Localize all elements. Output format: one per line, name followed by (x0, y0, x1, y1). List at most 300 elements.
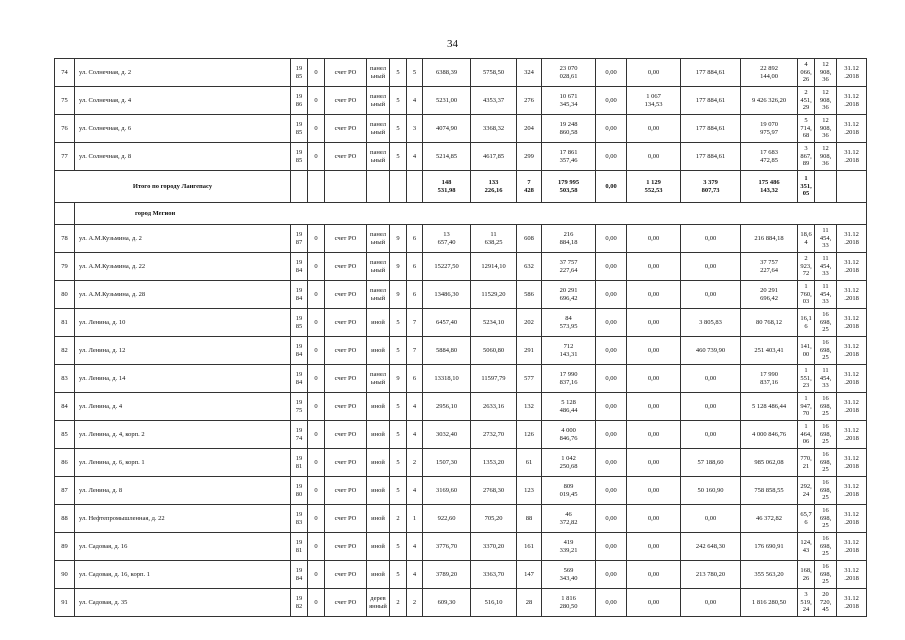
cell-n: 77 (55, 143, 75, 171)
cell-cost-total: 4 000 846,76 (542, 421, 596, 449)
cell-c15: 251 403,41 (741, 337, 798, 365)
cell-area-living: 3370,20 (471, 533, 517, 561)
cell-area-living: 4353,37 (471, 87, 517, 115)
housing-register-table (54, 58, 867, 617)
cell-cost-total: 809 019,45 (542, 477, 596, 505)
table-row (55, 421, 867, 449)
cell-address: ул. А.М.Кузьмина, д. 22 (75, 253, 291, 281)
cell-area-total: 922,60 (423, 505, 471, 533)
cell-year: 19 84 (291, 337, 308, 365)
cell-year: 19 85 (291, 143, 308, 171)
cell-cost-total: 84 573,95 (542, 309, 596, 337)
cell-date: 31.12 .2018 (837, 393, 867, 421)
cell-area-living: 11597,79 (471, 365, 517, 393)
cell-c12: 0,00 (596, 225, 627, 253)
cell-area-total: 3776,70 (423, 533, 471, 561)
cell-area-living: 3363,70 (471, 561, 517, 589)
cell-floors: 5 (390, 561, 407, 589)
cell-area-living: 5234,10 (471, 309, 517, 337)
section-row (55, 203, 867, 225)
cell-area-total: 13318,10 (423, 365, 471, 393)
total-row (55, 171, 867, 203)
cell-date: 31.12 .2018 (837, 253, 867, 281)
cell-material: панел ьный (367, 59, 390, 87)
cell-c12: 0,00 (596, 533, 627, 561)
cell-c15: 20 291 696,42 (741, 281, 798, 309)
cell-c17: 12 908, 36 (815, 115, 837, 143)
table-row (55, 393, 867, 421)
cell-address: ул. Нефтепромышленная, д. 22 (75, 505, 291, 533)
cell-area-living: 12914,10 (471, 253, 517, 281)
cell-c15: 176 690,91 (741, 533, 798, 561)
cell-c17: 11 454, 33 (815, 253, 837, 281)
cell-n: 83 (55, 365, 75, 393)
table-row (55, 225, 867, 253)
cell-c12: 0,00 (596, 505, 627, 533)
total-area: 148 531,98 (423, 171, 471, 203)
cell-area-living: 3368,32 (471, 115, 517, 143)
cell-n: 86 (55, 449, 75, 477)
cell-c17: 16 698, 25 (815, 309, 837, 337)
cell-c16: 292, 24 (798, 477, 815, 505)
cell-area-total: 1507,30 (423, 449, 471, 477)
cell-area-total: 4074,90 (423, 115, 471, 143)
cell-fund: счет РО (325, 533, 367, 561)
cell-c17: 16 698, 25 (815, 421, 837, 449)
cell-address: ул. Ленина, д. 10 (75, 309, 291, 337)
cell-address: ул. Солнечная, д. 8 (75, 143, 291, 171)
cell-c16: 124, 43 (798, 533, 815, 561)
cell-year: 19 84 (291, 253, 308, 281)
cell-area-living: 2768,30 (471, 477, 517, 505)
cell-n: 74 (55, 59, 75, 87)
cell-c16: 18,6 4 (798, 225, 815, 253)
cell-address: ул. Садовая, д. 16, корп. 1 (75, 561, 291, 589)
cell-cost-total: 1 042 250,68 (542, 449, 596, 477)
table-row (55, 365, 867, 393)
cell-c12: 0,00 (596, 337, 627, 365)
total-c12: 0,00 (596, 171, 627, 203)
cell-date: 31.12 .2018 (837, 533, 867, 561)
cell-entrances: 4 (407, 143, 423, 171)
cell-cost-total: 5 128 486,44 (542, 393, 596, 421)
cell-residents: 161 (517, 533, 542, 561)
cell-c14: 50 160,90 (681, 477, 741, 505)
cell-c15: 216 884,18 (741, 225, 798, 253)
cell-c14: 0,00 (681, 421, 741, 449)
cell-c15: 5 128 486,44 (741, 393, 798, 421)
cell-fund: счет РО (325, 477, 367, 505)
cell-c17: 16 698, 25 (815, 337, 837, 365)
cell-entrances: 7 (407, 309, 423, 337)
cell-c13: 0,00 (627, 393, 681, 421)
cell-c4: 0 (308, 533, 325, 561)
cell-c16: 1 551, 23 (798, 365, 815, 393)
cell-area-living: 11529,20 (471, 281, 517, 309)
cell-c17: 20 720, 45 (815, 589, 837, 617)
cell-c14: 0,00 (681, 589, 741, 617)
cell-area-living: 11 638,25 (471, 225, 517, 253)
cell-c14: 242 648,30 (681, 533, 741, 561)
cell-c15: 1 816 280,50 (741, 589, 798, 617)
cell-c12: 0,00 (596, 449, 627, 477)
cell-c16: 1 760, 03 (798, 281, 815, 309)
cell-c14: 57 188,60 (681, 449, 741, 477)
cell-c13: 0,00 (627, 115, 681, 143)
cell-address: ул. А.М.Кузьмина, д. 2 (75, 225, 291, 253)
cell-c15: 758 858,55 (741, 477, 798, 505)
cell-c4: 0 (308, 337, 325, 365)
cell-c16: 770, 21 (798, 449, 815, 477)
cell-c13: 0,00 (627, 281, 681, 309)
cell-floors: 5 (390, 449, 407, 477)
cell-entrances: 6 (407, 253, 423, 281)
cell-date: 31.12 .2018 (837, 421, 867, 449)
cell-c13: 0,00 (627, 421, 681, 449)
cell-c13: 0,00 (627, 309, 681, 337)
cell-c17: 16 698, 25 (815, 477, 837, 505)
cell-c12: 0,00 (596, 115, 627, 143)
cell-c16: 1 464, 06 (798, 421, 815, 449)
cell-cost-total: 569 343,40 (542, 561, 596, 589)
cell-fund: счет РО (325, 561, 367, 589)
cell-n: 87 (55, 477, 75, 505)
cell-c4: 0 (308, 365, 325, 393)
cell-year: 19 82 (291, 589, 308, 617)
cell-c17: 16 698, 25 (815, 505, 837, 533)
cell-c16: 3 519, 24 (798, 589, 815, 617)
cell-floors: 5 (390, 143, 407, 171)
table-row (55, 115, 867, 143)
cell-year: 19 75 (291, 393, 308, 421)
cell-entrances: 4 (407, 477, 423, 505)
cell-date: 31.12 .2018 (837, 561, 867, 589)
cell-area-total: 2956,10 (423, 393, 471, 421)
cell-material: панел ьный (367, 365, 390, 393)
cell-entrances: 4 (407, 533, 423, 561)
cell-entrances: 2 (407, 589, 423, 617)
cell-c12: 0,00 (596, 309, 627, 337)
cell-fund: счет РО (325, 143, 367, 171)
cell-residents: 608 (517, 225, 542, 253)
cell-area-total: 6388,39 (423, 59, 471, 87)
cell-address: ул. Ленина, д. 14 (75, 365, 291, 393)
cell-area-total: 609,30 (423, 589, 471, 617)
cell-n: 80 (55, 281, 75, 309)
cell-n: 81 (55, 309, 75, 337)
cell-c12: 0,00 (596, 561, 627, 589)
cell-year: 19 86 (291, 87, 308, 115)
cell-entrances: 6 (407, 365, 423, 393)
cell-date: 31.12 .2018 (837, 505, 867, 533)
cell-area-total: 3789,20 (423, 561, 471, 589)
cell-n: 79 (55, 253, 75, 281)
cell-n: 91 (55, 589, 75, 617)
cell-cost-total: 20 291 696,42 (542, 281, 596, 309)
cell-c14: 177 884,61 (681, 87, 741, 115)
cell-c17: 12 908, 36 (815, 143, 837, 171)
table-row (55, 253, 867, 281)
cell-area-living: 516,10 (471, 589, 517, 617)
cell-cost-total: 46 372,82 (542, 505, 596, 533)
cell-year: 19 81 (291, 449, 308, 477)
table-row (55, 59, 867, 87)
cell-floors: 2 (390, 589, 407, 617)
cell-fund: счет РО (325, 449, 367, 477)
total-c14: 3 379 807,73 (681, 171, 741, 203)
cell-c13: 0,00 (627, 505, 681, 533)
cell-c15: 80 768,12 (741, 309, 798, 337)
cell-c17: 11 454, 33 (815, 281, 837, 309)
cell-c12: 0,00 (596, 87, 627, 115)
cell-residents: 324 (517, 59, 542, 87)
cell-c14: 3 805,83 (681, 309, 741, 337)
cell-address: ул. Ленина, д. 4 (75, 393, 291, 421)
cell-fund: счет РО (325, 337, 367, 365)
cell-area-total: 5214,85 (423, 143, 471, 171)
cell-floors: 5 (390, 533, 407, 561)
cell-n: 75 (55, 87, 75, 115)
cell-fund: счет РО (325, 421, 367, 449)
section-label: город Мегион (75, 203, 867, 225)
cell-c15: 46 372,82 (741, 505, 798, 533)
cell-floors: 9 (390, 365, 407, 393)
cell-date: 31.12 .2018 (837, 337, 867, 365)
cell-residents: 61 (517, 449, 542, 477)
cell-c12: 0,00 (596, 59, 627, 87)
cell-c12: 0,00 (596, 253, 627, 281)
cell-residents: 126 (517, 421, 542, 449)
cell-c15: 985 062,08 (741, 449, 798, 477)
total-c13: 1 129 552,53 (627, 171, 681, 203)
cell-n: 90 (55, 561, 75, 589)
cell-address: ул. Ленина, д. 8 (75, 477, 291, 505)
cell-c13: 0,00 (627, 143, 681, 171)
cell-material: панел ьный (367, 253, 390, 281)
cell-entrances: 7 (407, 337, 423, 365)
cell-material: панел ьный (367, 225, 390, 253)
cell-c13: 0,00 (627, 449, 681, 477)
cell-c16: 5 714, 68 (798, 115, 815, 143)
cell-c13: 0,00 (627, 225, 681, 253)
cell-c14: 177 884,61 (681, 59, 741, 87)
cell-c12: 0,00 (596, 421, 627, 449)
cell-date: 31.12 .2018 (837, 225, 867, 253)
cell-c12: 0,00 (596, 393, 627, 421)
cell-n: 85 (55, 421, 75, 449)
table-row (55, 309, 867, 337)
cell-year: 19 84 (291, 561, 308, 589)
table-row (55, 533, 867, 561)
cell-c15: 4 000 846,76 (741, 421, 798, 449)
cell-c16: 1 947, 70 (798, 393, 815, 421)
cell-floors: 5 (390, 393, 407, 421)
cell-material: панел ьный (367, 143, 390, 171)
cell-floors: 5 (390, 421, 407, 449)
cell-material: иной (367, 421, 390, 449)
cell-year: 19 85 (291, 59, 308, 87)
cell-c4: 0 (308, 505, 325, 533)
cell-fund: счет РО (325, 505, 367, 533)
cell-year: 19 81 (291, 533, 308, 561)
cell-c4: 0 (308, 421, 325, 449)
rows-megion (55, 225, 867, 617)
cell-cost-total: 712 143,31 (542, 337, 596, 365)
cell-year: 19 83 (291, 505, 308, 533)
cell-cost-total: 1 816 280,50 (542, 589, 596, 617)
cell-material: иной (367, 505, 390, 533)
cell-area-total: 5884,80 (423, 337, 471, 365)
cell-residents: 88 (517, 505, 542, 533)
cell-material: иной (367, 309, 390, 337)
cell-cost-total: 19 248 860,58 (542, 115, 596, 143)
cell-cost-total: 17 990 837,16 (542, 365, 596, 393)
cell-c12: 0,00 (596, 143, 627, 171)
cell-entrances: 4 (407, 421, 423, 449)
cell-area-living: 5060,80 (471, 337, 517, 365)
cell-c16: 4 066, 26 (798, 59, 815, 87)
cell-c16: 141, 00 (798, 337, 815, 365)
cell-residents: 632 (517, 253, 542, 281)
cell-area-total: 6457,40 (423, 309, 471, 337)
cell-entrances: 6 (407, 225, 423, 253)
cell-area-living: 705,20 (471, 505, 517, 533)
cell-year: 19 74 (291, 421, 308, 449)
cell-c13: 1 067 134,53 (627, 87, 681, 115)
cell-c4: 0 (308, 281, 325, 309)
cell-c14: 0,00 (681, 505, 741, 533)
cell-address: ул. Садовая, д. 35 (75, 589, 291, 617)
cell-c15: 17 990 837,16 (741, 365, 798, 393)
cell-c13: 0,00 (627, 59, 681, 87)
cell-material: иной (367, 393, 390, 421)
cell-date: 31.12 .2018 (837, 589, 867, 617)
cell-entrances: 4 (407, 87, 423, 115)
cell-c4: 0 (308, 253, 325, 281)
cell-residents: 586 (517, 281, 542, 309)
cell-entrances: 4 (407, 393, 423, 421)
cell-c17: 16 698, 25 (815, 393, 837, 421)
cell-address: ул. Солнечная, д. 2 (75, 59, 291, 87)
cell-c15: 17 683 472,85 (741, 143, 798, 171)
cell-cost-total: 10 671 345,34 (542, 87, 596, 115)
cell-area-total: 3169,60 (423, 477, 471, 505)
cell-floors: 5 (390, 59, 407, 87)
cell-date: 31.12 .2018 (837, 115, 867, 143)
cell-c15: 22 892 144,00 (741, 59, 798, 87)
cell-residents: 202 (517, 309, 542, 337)
cell-floors: 5 (390, 115, 407, 143)
cell-entrances: 1 (407, 505, 423, 533)
cell-c4: 0 (308, 393, 325, 421)
cell-residents: 276 (517, 87, 542, 115)
cell-year: 19 85 (291, 115, 308, 143)
cell-address: ул. Ленина, д. 4, корп. 2 (75, 421, 291, 449)
cell-c17: 16 698, 25 (815, 561, 837, 589)
cell-floors: 5 (390, 477, 407, 505)
total-section (55, 171, 867, 225)
table-row (55, 337, 867, 365)
cell-date: 31.12 .2018 (837, 59, 867, 87)
cell-residents: 123 (517, 477, 542, 505)
cell-address: ул. Ленина, д. 12 (75, 337, 291, 365)
cell-material: иной (367, 477, 390, 505)
cell-c14: 177 884,61 (681, 143, 741, 171)
cell-fund: счет РО (325, 225, 367, 253)
cell-fund: счет РО (325, 87, 367, 115)
cell-fund: счет РО (325, 115, 367, 143)
cell-n: 88 (55, 505, 75, 533)
cell-c4: 0 (308, 309, 325, 337)
rows-langepas (55, 59, 867, 171)
cell-cost-total: 17 861 357,46 (542, 143, 596, 171)
cell-residents: 291 (517, 337, 542, 365)
cell-c16: 2 923, 72 (798, 253, 815, 281)
cell-date: 31.12 .2018 (837, 309, 867, 337)
cell-floors: 9 (390, 225, 407, 253)
cell-c12: 0,00 (596, 365, 627, 393)
cell-c12: 0,00 (596, 281, 627, 309)
cell-date: 31.12 .2018 (837, 477, 867, 505)
cell-floors: 9 (390, 281, 407, 309)
cell-n: 76 (55, 115, 75, 143)
cell-entrances: 3 (407, 115, 423, 143)
cell-c4: 0 (308, 561, 325, 589)
cell-c4: 0 (308, 143, 325, 171)
table-row (55, 87, 867, 115)
cell-address: ул. Ленина, д. 6, корп. 1 (75, 449, 291, 477)
cell-c13: 0,00 (627, 477, 681, 505)
cell-c14: 0,00 (681, 365, 741, 393)
cell-area-total: 15227,50 (423, 253, 471, 281)
cell-date: 31.12 .2018 (837, 365, 867, 393)
cell-c14: 0,00 (681, 281, 741, 309)
cell-entrances: 4 (407, 561, 423, 589)
cell-entrances: 6 (407, 281, 423, 309)
cell-c13: 0,00 (627, 533, 681, 561)
cell-year: 19 84 (291, 281, 308, 309)
cell-area-living: 2732,70 (471, 421, 517, 449)
cell-c4: 0 (308, 589, 325, 617)
cell-material: иной (367, 561, 390, 589)
table-row (55, 505, 867, 533)
cell-fund: счет РО (325, 309, 367, 337)
cell-c13: 0,00 (627, 253, 681, 281)
cell-c15: 9 426 326,20 (741, 87, 798, 115)
cell-floors: 9 (390, 253, 407, 281)
cell-n: 89 (55, 533, 75, 561)
cell-n: 82 (55, 337, 75, 365)
cell-year: 19 84 (291, 365, 308, 393)
cell-c14: 177 884,61 (681, 115, 741, 143)
cell-c16: 168, 26 (798, 561, 815, 589)
cell-address: ул. Садовая, д. 16 (75, 533, 291, 561)
cell-c15: 355 563,20 (741, 561, 798, 589)
cell-fund: счет РО (325, 59, 367, 87)
cell-c16: 3 867, 89 (798, 143, 815, 171)
cell-c4: 0 (308, 59, 325, 87)
table-row (55, 589, 867, 617)
cell-area-living: 4617,85 (471, 143, 517, 171)
cell-residents: 132 (517, 393, 542, 421)
cell-c16: 65,7 6 (798, 505, 815, 533)
cell-material: дерев янный (367, 589, 390, 617)
cell-area-living: 2633,16 (471, 393, 517, 421)
cell-c4: 0 (308, 87, 325, 115)
total-living-area: 133 226,16 (471, 171, 517, 203)
cell-material: иной (367, 533, 390, 561)
cell-area-total: 13486,30 (423, 281, 471, 309)
